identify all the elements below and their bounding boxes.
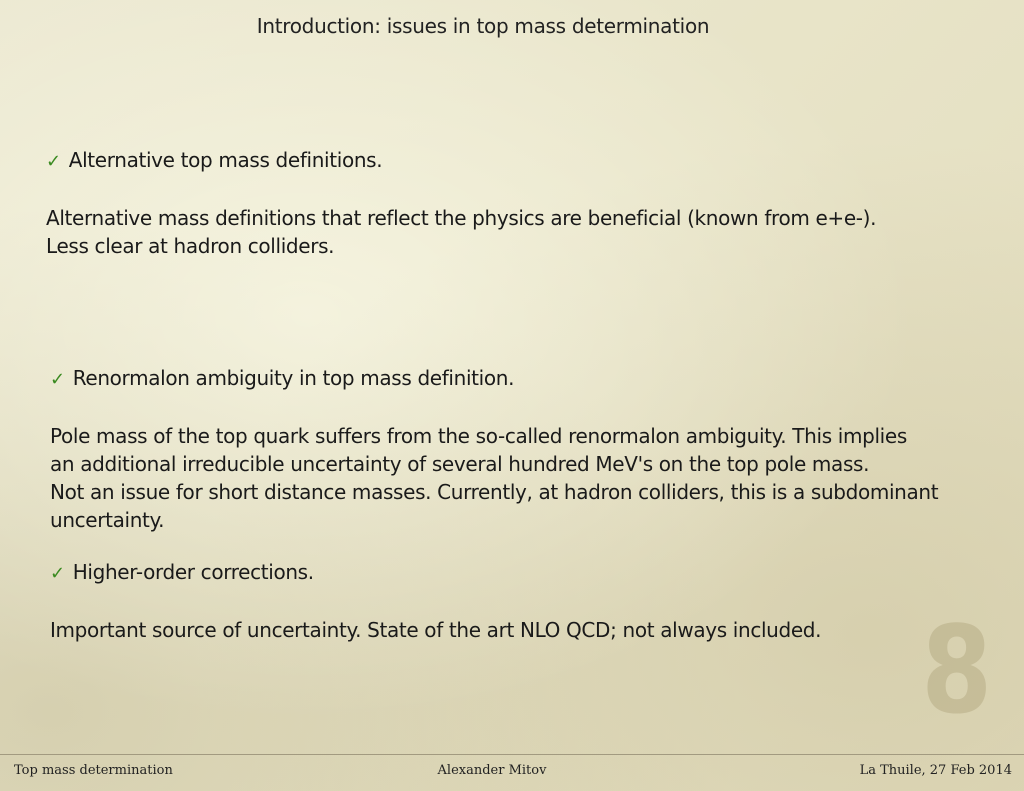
- section-renormalon: [50, 364, 938, 534]
- section-heading: Higher-order corrections.: [72, 560, 314, 584]
- footer-title: Top mass determination: [14, 763, 173, 778]
- checkmark-icon: ✓: [46, 151, 61, 172]
- body-line: an additional irreducible uncertainty of several hundred MeV's on the top pole mass.: [50, 452, 870, 476]
- slide-number: 8: [920, 602, 992, 741]
- section-alternative-mass: [46, 146, 876, 260]
- footer-author: Alexander Mitov: [437, 763, 547, 778]
- section-body: [46, 204, 876, 260]
- body-line: uncertainty.: [50, 508, 165, 532]
- footer-divider: [0, 754, 1024, 755]
- body-line: Important source of uncertainty. State of the art NLO QCD; not always included.: [50, 618, 822, 642]
- body-line: Not an issue for short distance masses. Currently, at hadron colliders, this is a subdominant: [50, 480, 939, 504]
- body-line: Pole mass of the top quark suffers from the so-called renormalon ambiguity. This implies: [50, 424, 907, 448]
- section-body: [50, 616, 821, 644]
- section-higher-order: [50, 558, 821, 644]
- footer-date: La Thuile, 27 Feb 2014: [859, 763, 1012, 778]
- checkmark-icon: ✓: [50, 563, 65, 584]
- body-line: Alternative mass definitions that reflect the physics are beneficial (known from e+e-).: [46, 206, 877, 230]
- section-heading: Renormalon ambiguity in top mass definition.: [72, 366, 515, 390]
- slide-title: Introduction: issues in top mass determination: [256, 14, 710, 38]
- section-heading: Alternative top mass definitions.: [68, 148, 383, 172]
- checkmark-icon: ✓: [50, 369, 65, 390]
- section-body: [50, 422, 938, 534]
- body-line: Less clear at hadron colliders.: [46, 234, 335, 258]
